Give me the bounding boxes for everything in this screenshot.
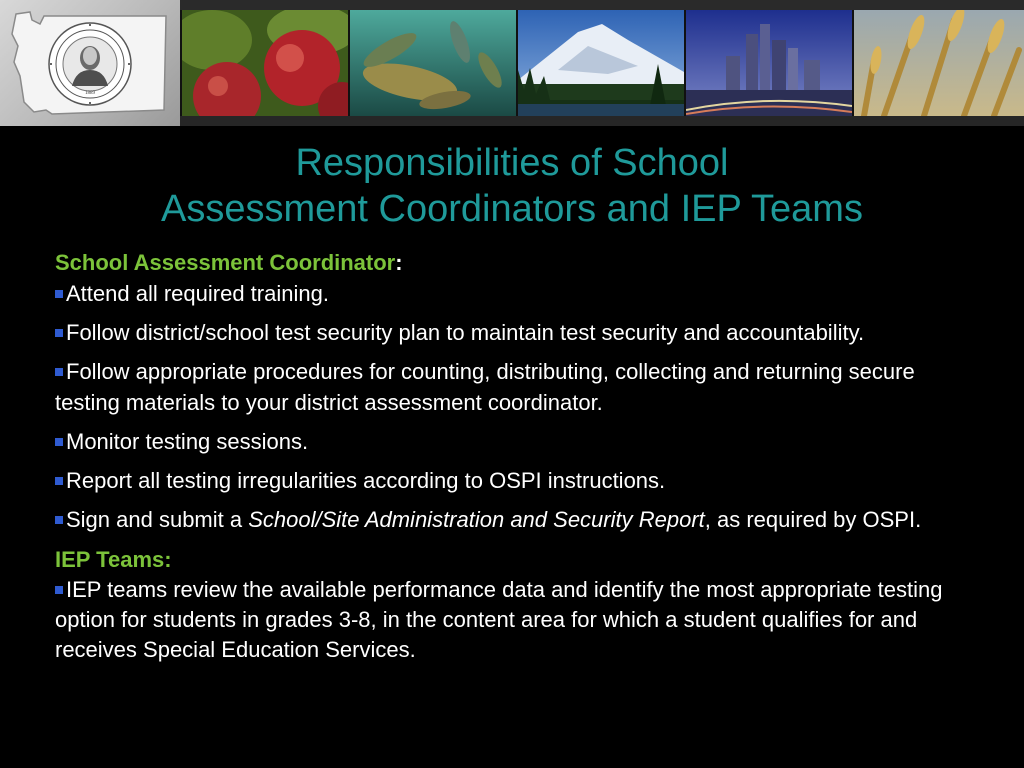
- coordinator-bullet-4: Monitor testing sessions.: [55, 426, 955, 457]
- slide-title: [0, 140, 1024, 232]
- square-bullet-icon: [55, 329, 63, 337]
- square-bullet-icon: [55, 477, 63, 485]
- square-bullet-icon: [55, 516, 63, 524]
- coordinator-bullet-6: Sign and submit a School/Site Administration and Security Report, as required by OSPI.: [55, 504, 955, 535]
- washington-state-seal-logo: [6, 6, 174, 120]
- washington-state-panel: [0, 0, 180, 126]
- coordinator-bullet-3: Follow appropriate procedures for counting, distributing, collecting and returning secure testing materials to your district assessment coordinator.: [55, 359, 915, 415]
- apples-photo: [182, 10, 348, 116]
- coordinator-bullet-2: Follow district/school test security plan to maintain test security and accountability.: [55, 317, 955, 348]
- report-title: School/Site Administration and Security Report: [248, 507, 705, 532]
- mountain-photo: [518, 10, 684, 116]
- coordinator-heading: School Assessment Coordinator:: [55, 250, 403, 275]
- square-bullet-icon: [55, 368, 63, 376]
- title-line-2: Assessment Coordinators and IEP Teams: [161, 188, 863, 230]
- wheat-photo: [854, 10, 1024, 116]
- iep-bullet-1: IEP teams review the available performance data and identify the most appropriate testing option for students in grades 3-8, in the content area for which a student qualifies for and receives Special Education Services.: [55, 577, 943, 662]
- square-bullet-icon: [55, 290, 63, 298]
- coordinator-bullet-5: Report all testing irregularities according to OSPI instructions.: [55, 465, 955, 496]
- seal-year: 1889: [85, 91, 95, 96]
- city-skyline-photo: [686, 10, 852, 116]
- coordinator-bullet-1: Attend all required training.: [55, 278, 955, 309]
- square-bullet-icon: [55, 586, 63, 594]
- iep-heading: IEP Teams:: [55, 547, 172, 572]
- title-line-1: Responsibilities of School: [295, 142, 729, 184]
- slide-body: [55, 248, 955, 665]
- salmon-photo: [350, 10, 516, 116]
- header-banner: [0, 0, 1024, 126]
- square-bullet-icon: [55, 438, 63, 446]
